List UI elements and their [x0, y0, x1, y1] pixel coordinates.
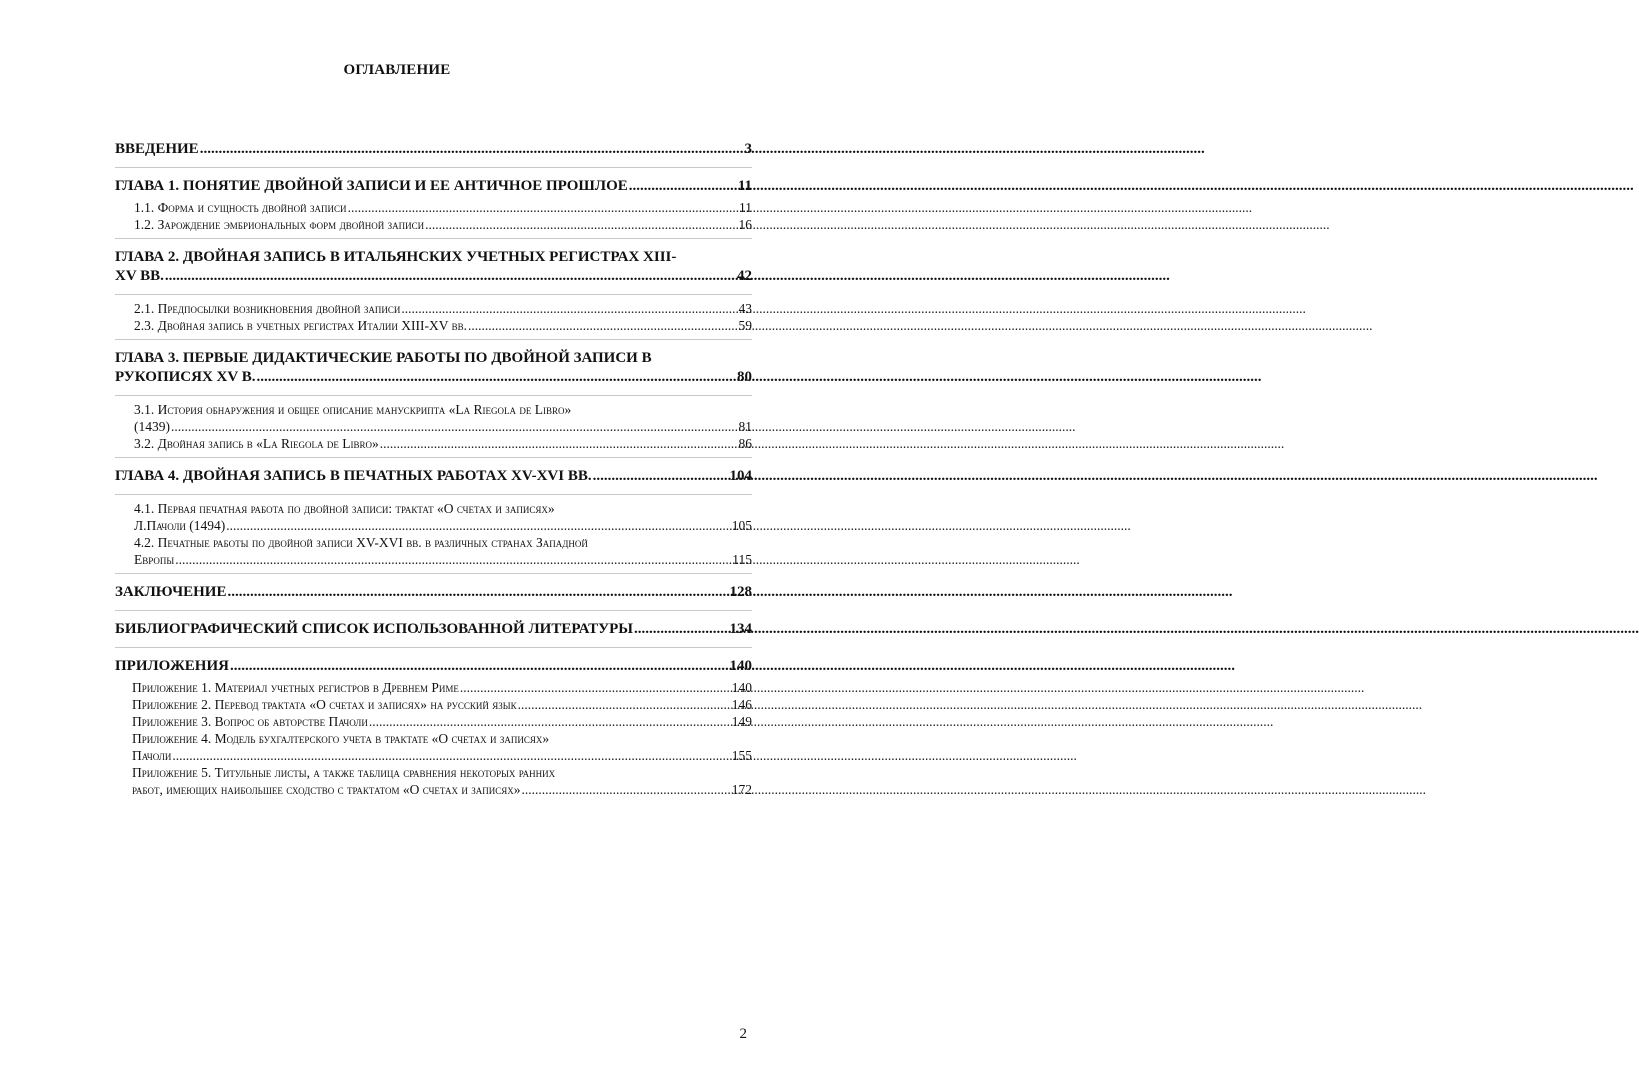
toc-page-number: 42 [737, 268, 752, 284]
toc-page-number: 115 [732, 552, 752, 567]
toc-entry-title-line: ГЛАВА 3. ПЕРВЫЕ ДИДАКТИЧЕСКИЕ РАБОТЫ ПО ДВОЙНОЙ ЗАПИСИ В [115, 350, 652, 366]
toc-entry-introduction[interactable] [115, 140, 752, 162]
divider [115, 339, 752, 340]
dot-leader [593, 467, 729, 486]
toc-entry-section-4-1[interactable] [115, 500, 752, 534]
divider [115, 167, 752, 168]
toc-page-number: 86 [738, 436, 752, 451]
toc-entry-title: ГЛАВА 4. ДВОЙНАЯ ЗАПИСЬ В ПЕЧАТНЫХ РАБОТАХ XV-XVI ВВ. [115, 468, 592, 484]
toc-entry-appendices[interactable] [115, 653, 752, 679]
toc-entry-title: РУКОПИСЯХ XV В. [115, 369, 256, 385]
toc-page-number: 11 [737, 178, 752, 194]
dot-leader [468, 317, 737, 334]
toc-entry-title: Пачоли [132, 748, 172, 763]
toc-entry-chapter-1[interactable] [115, 173, 752, 199]
toc-page-number: 11 [739, 200, 752, 215]
toc-entry-title: Европы [134, 552, 175, 567]
toc-entry-appendix-5[interactable] [115, 764, 752, 798]
toc-page-number: 172 [731, 782, 752, 797]
toc-entry-title: 3.2. Двойная запись в «La Riegola de Libro» [134, 436, 379, 451]
dot-leader [369, 713, 731, 730]
toc-page-number: 149 [731, 714, 752, 729]
toc-entry-chapter-2[interactable] [115, 244, 752, 289]
toc-page-number: 155 [731, 748, 752, 763]
toc-entry-chapter-4[interactable] [115, 463, 752, 489]
toc-page-number: 146 [731, 697, 752, 712]
divider [115, 494, 752, 495]
dot-leader [165, 267, 736, 286]
page-number: 2 [739, 1026, 747, 1042]
dot-leader [629, 177, 737, 196]
divider [115, 457, 752, 458]
toc-page-number: 80 [737, 369, 752, 385]
toc-page-number: 128 [729, 584, 752, 600]
toc-page-number: 140 [731, 680, 752, 695]
toc-entry-section-2-1[interactable] [115, 300, 752, 317]
toc-entry-title: Л.Пачоли (1494) [134, 518, 226, 533]
toc-entry-appendix-2[interactable] [115, 696, 752, 713]
toc-entry-section-2-3[interactable] [115, 317, 752, 334]
divider [115, 573, 752, 574]
toc-entry-title: работ, имеющих наибольшее сходство с трактатом «О счетах и записях» [132, 782, 521, 797]
toc-entry-title: ЗАКЛЮЧЕНИЕ [115, 584, 227, 600]
dot-leader [171, 418, 738, 435]
toc-entry-title-line: 3.1. История обнаружения и общее описание манускрипта «La Riegola de Libro» [134, 402, 572, 417]
toc-entry-section-3-2[interactable] [115, 435, 752, 452]
toc-entry-title-line: ГЛАВА 2. ДВОЙНАЯ ЗАПИСЬ В ИТАЛЬЯНСКИХ УЧЕТНЫХ РЕГИСТРАХ XIII- [115, 249, 677, 265]
dot-leader [401, 300, 737, 317]
toc-entry-title: 1.1. Форма и сущность двойной записи [134, 200, 347, 215]
toc-entry-appendix-4[interactable] [115, 730, 752, 764]
toc-entry-title: ПРИЛОЖЕНИЯ [115, 658, 229, 674]
toc-entry-chapter-3[interactable] [115, 345, 752, 390]
toc-entry-title-line: Приложение 4. Модель бухгалтерского учета в трактате «О счетах и записях» [132, 731, 550, 746]
toc-entry-title-line: Приложение 5. Титульные листы, а также таблица сравнения некоторых ранних [132, 765, 556, 780]
dot-leader [175, 551, 731, 568]
divider [115, 238, 752, 239]
toc-page-number: 81 [738, 419, 752, 434]
toc-entry-section-1-1[interactable] [115, 199, 752, 216]
toc-entry-conclusion[interactable] [115, 579, 752, 605]
toc-page-number: 59 [738, 318, 752, 333]
toc-entry-bibliography[interactable] [115, 616, 752, 642]
dot-leader [200, 140, 744, 159]
toc-page-number: 43 [738, 301, 752, 316]
dot-leader [634, 620, 729, 639]
dot-leader [230, 657, 729, 676]
dot-leader [227, 583, 728, 602]
toc-entry-title: 1.2. Зарождение эмбриональных форм двойной записи [134, 217, 425, 232]
divider [115, 647, 752, 648]
toc-page-number: 16 [738, 217, 752, 232]
dot-leader [348, 199, 738, 216]
divider [115, 294, 752, 295]
toc-entry-title-line: 4.1. Первая печатная работа по двойной записи: трактат «О счетах и записях» [134, 501, 555, 516]
dot-leader [256, 368, 736, 387]
toc-entry-title: ГЛАВА 1. ПОНЯТИЕ ДВОЙНОЙ ЗАПИСИ И ЕЕ АНТИЧНОЕ ПРОШЛОЕ [115, 178, 628, 194]
toc-entry-title: 2.1. Предпосылки возникновения двойной записи [134, 301, 401, 316]
dot-leader [425, 216, 737, 233]
dot-leader [226, 517, 730, 534]
dot-leader [460, 679, 731, 696]
toc-entry-title: БИБЛИОГРАФИЧЕСКИЙ СПИСОК ИСПОЛЬЗОВАННОЙ ЛИТЕРАТУРЫ [115, 621, 633, 637]
toc-entry-section-3-1[interactable] [115, 401, 752, 435]
page-title: ОГЛАВЛЕНИЕ [343, 62, 451, 78]
divider [115, 395, 752, 396]
toc-entry-title: Приложение 1. Материал учетных регистров в Древнем Риме [132, 680, 459, 695]
toc-entry-section-4-2[interactable] [115, 534, 752, 568]
toc-entry-title: ВВЕДЕНИЕ [115, 141, 199, 157]
toc-page-number: 3 [744, 141, 752, 157]
dot-leader [521, 781, 730, 798]
dot-leader [172, 747, 730, 764]
toc-page-number: 140 [729, 658, 752, 674]
toc-entry-appendix-3[interactable] [115, 713, 752, 730]
toc-entry-title: 2.3. Двойная запись в учетных регистрах Италии XIII-XV вв. [134, 318, 468, 333]
toc-page-number: 134 [729, 621, 752, 637]
toc-entry-appendix-1[interactable] [115, 679, 752, 696]
divider [115, 610, 752, 611]
toc-page-number: 105 [731, 518, 752, 533]
dot-leader [380, 435, 738, 452]
toc-entry-title: (1439) [134, 419, 170, 434]
toc-entry-title: XV ВВ. [115, 268, 164, 284]
toc-page-number: 104 [729, 468, 752, 484]
table-of-contents [115, 140, 752, 798]
dot-leader [518, 696, 731, 713]
toc-entry-title: Приложение 3. Вопрос об авторстве Пачоли [132, 714, 368, 729]
toc-entry-section-1-2[interactable] [115, 216, 752, 233]
toc-entry-title: Приложение 2. Перевод трактата «О счетах и записях» на русский язык [132, 697, 517, 712]
toc-entry-title-line: 4.2. Печатные работы по двойной записи XV-XVI вв. в различных странах Западной [134, 535, 588, 550]
